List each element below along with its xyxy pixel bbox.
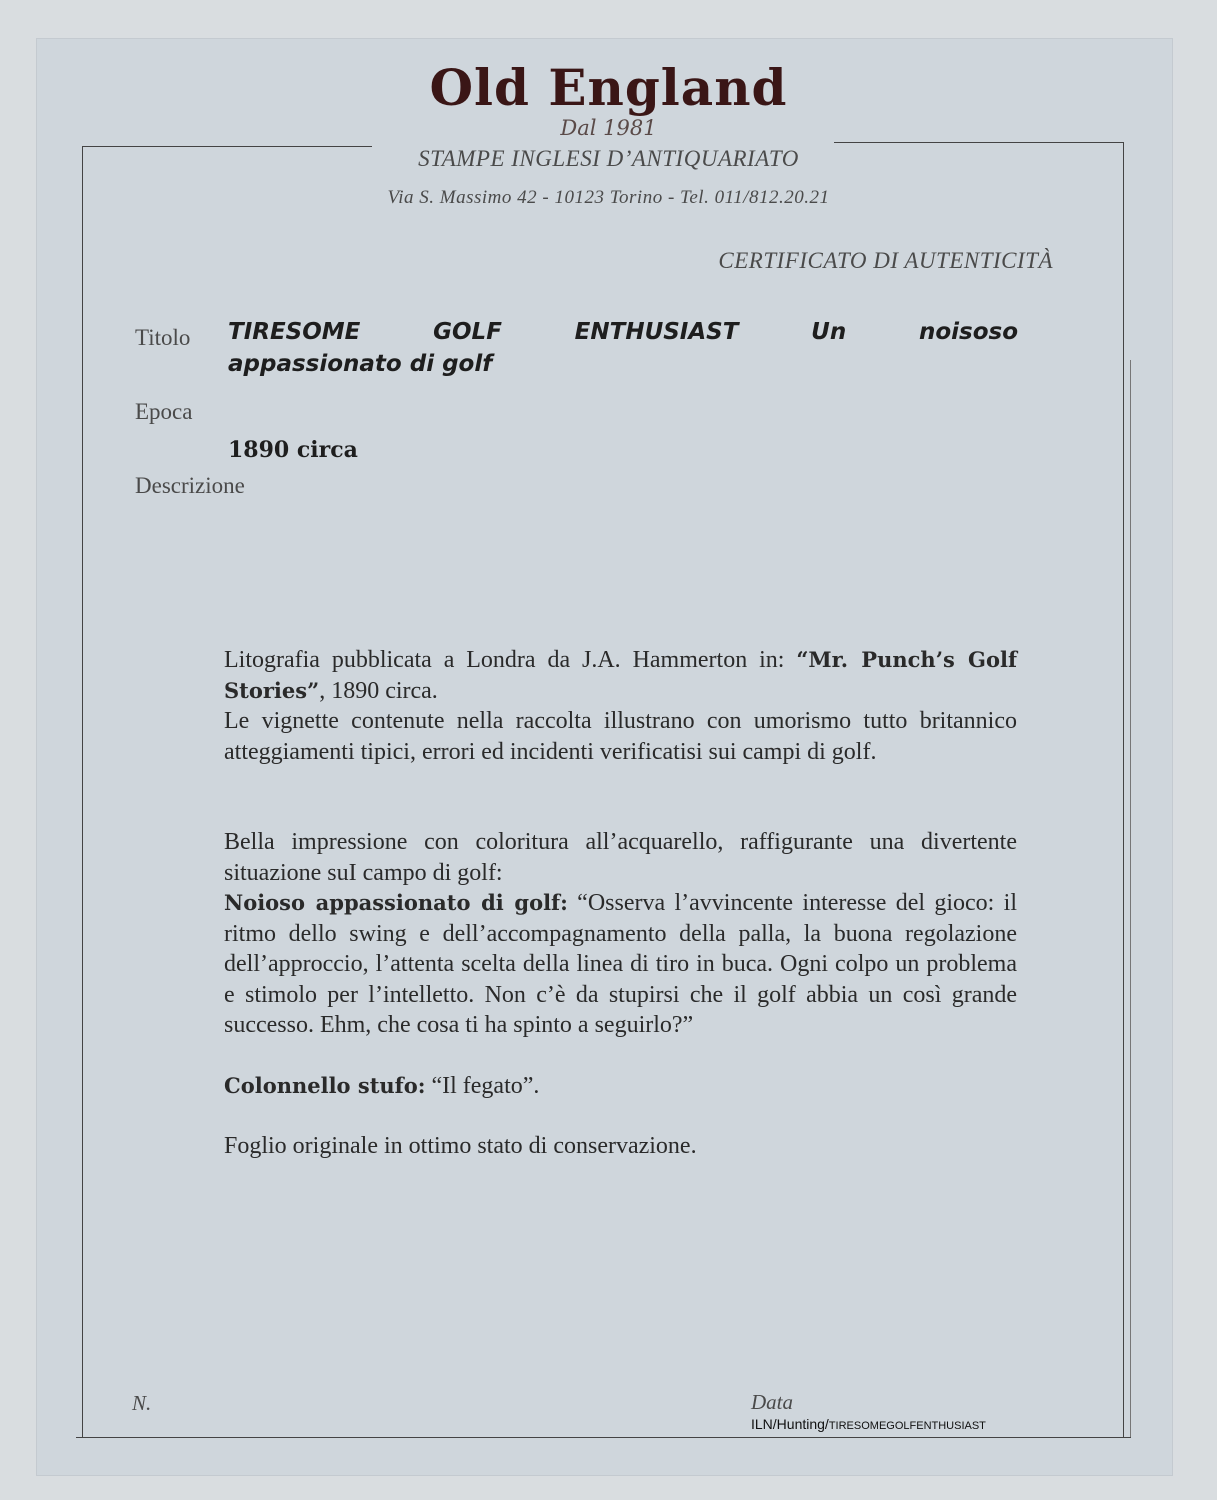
frame-bottom-line <box>76 1437 1131 1438</box>
frame-right-inner-line <box>1130 360 1131 1438</box>
description-p4-bold: Noioso appassionato di golf: <box>224 890 568 915</box>
titolo-value-line1: TIRESOME GOLF ENTHUSIAST Un noisoso <box>228 319 1018 345</box>
description-paragraph-6: Foglio originale in ottimo stato di conservazione. <box>224 1133 697 1159</box>
description-paragraph-2: Le vignette contenute nella raccolta illustrano con umorismo tutto britannico atteggiamenti tipici, errori ed incidenti verificatisi sui campi di golf. <box>224 708 1017 765</box>
certificate-heading: CERTIFICATO DI AUTENTICITÀ <box>718 248 1053 273</box>
number-label: N. <box>132 1391 152 1415</box>
date-label: Data <box>751 1390 793 1414</box>
descrizione-label: Descrizione <box>135 473 245 498</box>
description-p1-tail: , 1890 circa. <box>319 677 438 704</box>
titolo-label: Titolo <box>135 325 191 350</box>
description-p4-text: “Osserva l’avvincente interesse del gioco: il ritmo dello swing e dell’accompagnamento della palla, la buona regolazione dell’approccio, l’attenta scelta della linea di tiro in buca. Ogni colpo un problema e stimolo per l’intelletto. Non c’è da stupirsi che il golf abbia un così grande successo. Ehm, che cosa ti ha spinto a seguirlo?” <box>224 890 1017 1038</box>
company-logo: Old England <box>429 58 788 117</box>
reference-code <box>751 1416 986 1432</box>
epoca-value: 1890 circa <box>228 437 358 463</box>
description-p1-bold: “Mr. Punch’s Golf Stories” <box>224 647 1017 703</box>
titolo-value-line2: appassionato di golf <box>228 351 493 377</box>
description-p1-text: Litografia pubblicata a Londra da J.A. Hammerton in: <box>224 647 797 673</box>
reference-small: TIRESOMEGOLFENTHUSIAST <box>828 1420 986 1432</box>
frame-top-right-line <box>834 142 1124 143</box>
description-paragraph-3: Bella impressione con coloritura all’acquarello, raffigurante una divertente situazione suI campo di golf: <box>224 829 1017 886</box>
description-paragraph-1 <box>224 645 1017 706</box>
frame-right-line <box>1123 142 1124 1438</box>
description-paragraph-5 <box>224 1071 1017 1102</box>
company-subtitle: STAMPE INGLESI D’ANTIQUARIATO <box>418 146 799 171</box>
description-p5-text: “Il fegato”. <box>425 1073 540 1099</box>
reference-main: ILN/Hunting/ <box>751 1416 829 1432</box>
description-p5-bold: Colonnello stufo: <box>224 1073 426 1098</box>
epoca-label: Epoca <box>135 399 193 424</box>
description-paragraph-4 <box>224 888 1017 1041</box>
company-address: Via S. Massimo 42 - 10123 Torino - Tel. 011/812.20.21 <box>387 187 830 208</box>
established-date: Dal 1981 <box>560 116 657 140</box>
frame-left-line <box>82 146 83 1438</box>
